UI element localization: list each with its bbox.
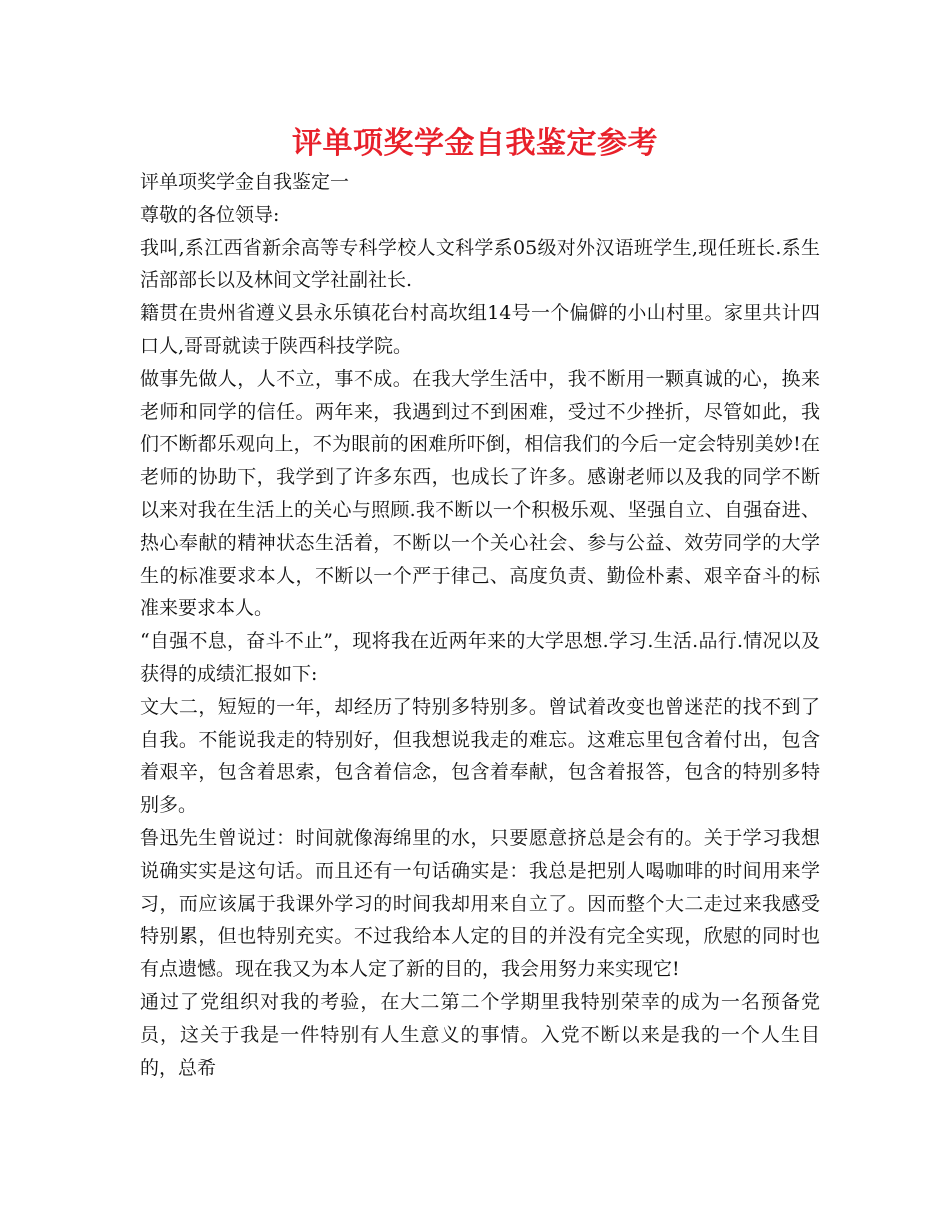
paragraph-party: 通过了党组织对我的考验，在大二第二个学期里我特别荣幸的成为一名预备党员，这关于我是一件特别有人生意义的事情。入党不断以来是我的一个人生目的，总希	[140, 990, 820, 1079]
document-title: 评单项奖学金自我鉴定参考	[292, 126, 658, 161]
paragraph-sophomore-year: 文大二，短短的一年，却经历了特别多特别多。曾试着改变也曾迷茫的找不到了自我。不能说我走的特别好，但我想说我走的难忘。这难忘里包含着付出，包含着艰辛，包含着思索，包含着信念，包含着奉献，包含着报答，包含的特别多特别多。	[140, 695, 820, 817]
paragraph-hometown: 籍贯在贵州省遵义县永乐镇花台村高坎组14号一个偏僻的小山村里。家里共计四口人,哥哥就读于陕西科技学院。	[140, 302, 820, 357]
salutation: 尊敬的各位领导:	[140, 203, 280, 226]
paragraph-introduction: 我叫,系江西省新余高等专科学校人文科学系05级对外汉语班学生,现任班长.系生活部部长以及林间文学社副社长.	[140, 236, 820, 292]
paragraph-report-intro: “自强不息，奋斗不止”，现将我在近两年来的大学思想.学习.生活.品行.情况以及获得的成绩汇报如下:	[140, 630, 820, 685]
document-body	[140, 166, 820, 1084]
paragraph-character: 做事先做人，人不立，事不成。在我大学生活中，我不断用一颗真诚的心，换来老师和同学的信任。两年来，我遇到过不到困难，受过不少挫折，尽管如此，我们不断都乐观向上，不为眼前的困难所吓倒，相信我们的今后一定会特别美妙!在老师的协助下，我学到了许多东西，也成长了许多。感谢老师以及我的同学不断以来对我在生活上的关心与照顾.我不断以一个积极乐观、坚强自立、自强奋进、热心奉献的精神状态生活着，不断以一个关心社会、参与公益、效劳同学的大学生的标准要求本人，不断以一个严于律己、高度负责、勤俭朴素、艰辛奋斗的标准来要求本人。	[140, 367, 820, 620]
section-heading: 评单项奖学金自我鉴定一	[140, 171, 350, 193]
paragraph-study: 鲁迅先生曾说过：时间就像海绵里的水，只要愿意挤总是会有的。关于学习我想说确实实是这句话。而且还有一句话确实是：我总是把别人喝咖啡的时间用来学习，而应该属于我课外学习的时间我却用来自立了。因而整个大二走过来我感受特别累，但也特别充实。不过我给本人定的目的并没有完全实现，欣慰的同时也有点遗憾。现在我又为本人定了新的目的，我会用努力来实现它!	[140, 826, 820, 981]
